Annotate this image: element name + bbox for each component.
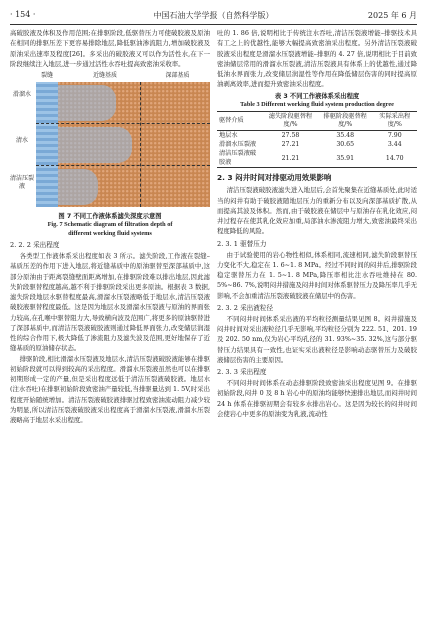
table-cell: 14.70	[373, 149, 417, 168]
table-row	[217, 131, 417, 141]
table-cell: 7.90	[387, 132, 402, 140]
table-header: 滤失阶段驱替程度/%	[263, 112, 318, 131]
table-cell: 35.91	[318, 149, 373, 168]
table-3	[217, 111, 417, 168]
table-cell: 滑溜水压裂液	[219, 141, 257, 149]
figure-caption-en-2: different working fluid systems	[68, 229, 152, 237]
paragraph: 不同闷井时间体系采出液的平均粒径测量结果见图 8。闷井措施及闷井时间对采出液粒径几乎无影响,平均粒径分别为 222. 51、201. 19 及 202. 50 nm,仅为岩心平均孔径的 31. 93%~35. 32%,这与部分驱替压力结果具有一致性,也证实采出液粒径是影响动态驱替压力及破胶液储层伤害的主要原因。	[217, 314, 417, 364]
table-cell: 27.21	[281, 141, 300, 149]
right-column	[217, 28, 417, 419]
row-divider	[36, 123, 210, 124]
col-label-near-matrix: 近缝基质	[92, 72, 117, 79]
row-divider	[36, 165, 210, 166]
subsection-heading: 2. 3. 2 采出液粒径	[217, 303, 274, 312]
paragraph: 清洁压裂液破胶液滤失进入地层后,会首先聚集在近缝基质处,此时适当的闷井有助于破胶液随地层压力的重新分布以及向深部基质扩散,从而提高其波及体积。然而,由于破胶液在储层中与原油存在乳化效应,闷井过程存在使其乳化效应加重,局部油水渗流阻力增大,致密油最终采出程度降低的风险。	[217, 186, 417, 236]
table-header: 排驱阶段驱替程度/%	[318, 112, 373, 131]
table-cell: 21.21	[263, 149, 318, 168]
row-label-clean-fluid: 清洁压裂液	[10, 175, 35, 190]
paragraph: 高破胶液及体积及作用范围;在排驱阶段,低驱替压力可使破胶液及原油在相同的排驱压差下更容易排除地层,降低驱油渗流阻力,增加破胶液及原油采出速率及程度[26]。多采出的破胶液又可以作为活性水,在下一阶段继续注入地层,进一步通过活性水吞吐提高致密油采收率。	[10, 29, 210, 68]
left-column	[10, 28, 210, 425]
table-header: 实际采出程度/%	[373, 112, 417, 131]
section-heading: 2. 3 闷井时间对排驱动用效果影响	[217, 173, 332, 183]
boundary-line	[140, 82, 141, 207]
figure-caption-cn: 图 7 不同工作液体系滤失深度示意图	[58, 213, 162, 220]
page-number: · 154 ·	[10, 10, 36, 19]
subsection-heading: 2. 3. 3 采出程度	[217, 368, 267, 377]
paragraph: 不同闷井时间体系在动态排驱阶段致密油采出程度见图 9。在排驱初始阶段,闷井 0 及 8 h 岩心中的原油均能够快速排出地层,而闷井时间 24 h 体系在排驱初期会有较多水排出岩心。这是因为较长的闷井时间会使岩心中更多的原油变为乳液,流动性	[217, 379, 417, 418]
subsection-heading: 2. 3. 1 驱替压力	[217, 239, 267, 248]
table-title-cn: 表 3 不同工作液体系采出程度	[274, 92, 360, 100]
header-rule	[10, 24, 417, 25]
figure-7	[10, 71, 210, 211]
table-cell: 30.65	[336, 141, 355, 149]
filtration-front-clean-fluid	[58, 169, 98, 205]
table-title-en: Table 3 Different working fluid system production degree	[240, 100, 394, 108]
paragraph: 各类型工作液体系采出程度如表 3 所示。滤失阶段,工作液在裂缝–基质压差的作用下进入地层,将近缝基质中的原油驱替至深部基质中,这部分原油由于距离裂缝壁面距离增加,在排驱阶段难以排出地层,因此滤失阶段驱替程度越高,越不利于排驱阶段采出更多原油。根据表 3 数据,滤失阶段地层水驱替程度最高,滑溜水压裂液略低于地层水,清洁压裂液破胶液驱替程度最低。这是因为地层水及滑溜水压裂液与原油的界面张力较高,在孔喉中驱替阻力大,导致横向波及范围广,将更多的原油驱替进了深部基质中,而清洁压裂液破胶液则通过降低界面张力,改变储层润湿性的综合作用下,极大降低了渗流阻力及滤失波及范围,更好地保存了近缝基质的原油储存状态。	[10, 252, 210, 353]
section-heading: 2. 2. 2 采出程度	[10, 241, 60, 250]
filtration-front-slickwater	[58, 85, 116, 121]
table-row	[217, 149, 417, 168]
table-cell: 27.58	[281, 132, 300, 140]
fracture-zone	[36, 82, 58, 207]
table-cell: 清洁压裂液破胶液	[217, 149, 263, 168]
issue-date: 2025 年 6 月	[367, 11, 417, 20]
table-header: 驱替介质	[217, 112, 263, 131]
col-label-deep-matrix: 深部基质	[165, 72, 190, 79]
row-label-clearwater: 清水	[15, 137, 28, 144]
paragraph: 排驱阶段,相比滑溜水压裂液及地层水,清洁压裂液破胶液能够在排驱初始阶段就可以得到较高的采出程度。滑溜水压裂液虽然也可以在排驱初期形成一定的产量,但是采出程度远低于清洁压裂液破胶液。地层水(注水吞吐)在排驱初始阶段致密油产量较低,当排驱量达到 1. 5V,时采出程度开始随统增加。清洁压裂液破胶液排驱过程致密油流动阻力减少较为明显,所以清洁压裂液破胶液采出程度高于滑溜水压裂液,滑溜水压裂液略高于地层水采出程度。	[10, 354, 210, 425]
page-header	[10, 10, 417, 24]
figure-caption-en-1: Fig. 7 Schematic diagram of filtration depth of	[47, 221, 173, 229]
col-label-fracture: 裂缝	[40, 72, 53, 79]
filtration-front-clearwater	[58, 127, 132, 163]
table-cell: 地层水	[219, 132, 238, 140]
paragraph: 由于试验使用的岩心物性相似,体系相同,流速相同,滤失阶段驱替压力变化不大,稳定在 1. 6~1. 8 MPa。经过不同时间的闷井后,排驱阶段稳定驱替压力在 1. 5~1. 8 MPa,降压率相比注水吞吐维持在 80. 5%~86. 7%,说明闷井措施及闷井时间对体系驱替压力及降压率几乎无影响,不会加重清洁压裂液破胶液在储层中的伤害。	[217, 250, 417, 300]
table-cell: 35.48	[336, 132, 355, 140]
table-cell: 3.44	[387, 141, 402, 149]
row-label-slickwater: 滑溜水	[12, 91, 31, 98]
table-row	[217, 140, 417, 149]
paragraph: 吐的 1. 86 倍,说明相比于传统注水吞吐,清洁压裂液增能–排驱技术具有工之上的优越性,能够大幅提高致密油采出程度。另外清洁压裂液破胶液采出程度是滑溜水压裂液增能–排驱的 4. 27 倍,说明相比于目前致密油储层常用的滑溜水压裂液,清洁压裂液具有体系上的优越性,通过降低油水界面张力,改变储层润湿性等作用在降低储层伤害的同时提高原油剥离效率,进而提升致密油采出程度。	[217, 29, 417, 89]
journal-title: 中国石油大学学报（自然科学版）	[153, 11, 274, 20]
